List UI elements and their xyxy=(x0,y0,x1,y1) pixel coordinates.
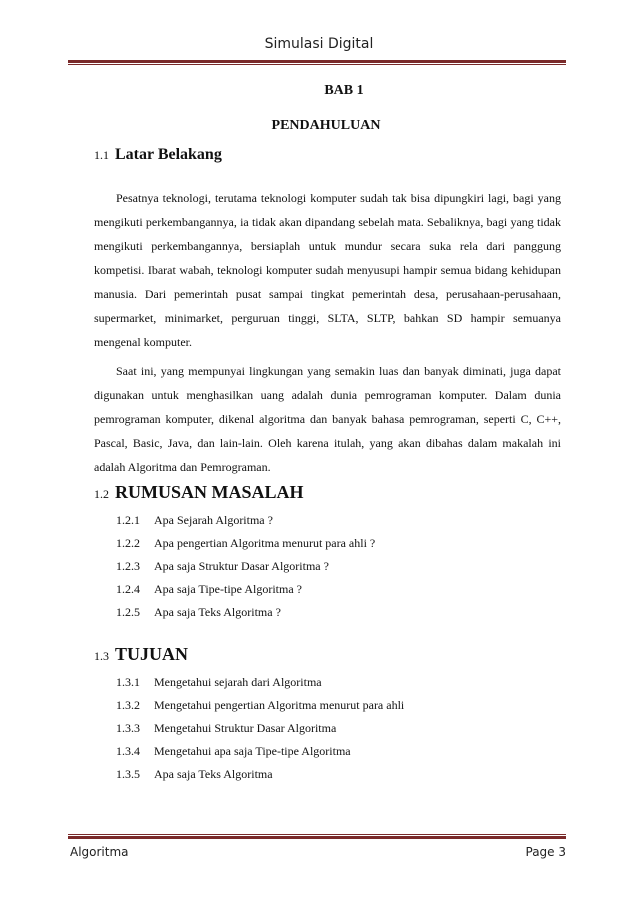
list-item xyxy=(116,509,375,532)
item-text: Apa saja Teks Algoritma ? xyxy=(154,605,281,619)
list-item xyxy=(116,717,404,740)
list-item xyxy=(116,532,375,555)
item-number: 1.2.1 xyxy=(116,513,140,527)
item-text: Apa pengertian Algoritma menurut para ahli ? xyxy=(154,536,376,550)
item-text: Mengetahui apa saja Tipe-tipe Algoritma xyxy=(154,744,351,758)
section-title: TUJUAN xyxy=(115,644,189,664)
item-text: Apa saja Teks Algoritma xyxy=(154,767,273,781)
header-rule-thick xyxy=(68,60,566,63)
item-number: 1.3.2 xyxy=(116,698,140,712)
item-number: 1.2.2 xyxy=(116,536,140,550)
chapter-title: PENDAHULUAN xyxy=(271,118,381,133)
item-text: Apa saja Tipe-tipe Algoritma ? xyxy=(154,582,302,596)
item-number: 1.2.5 xyxy=(116,605,140,619)
section-number: 1.3 xyxy=(94,649,109,663)
section-heading-latar-belakang xyxy=(94,146,222,164)
rumusan-masalah-list xyxy=(116,509,375,624)
footer-page-number: Page 3 xyxy=(525,845,566,859)
item-number: 1.2.3 xyxy=(116,559,140,573)
list-item xyxy=(116,740,404,763)
footer-rule-thick xyxy=(68,836,566,839)
list-item xyxy=(116,601,375,624)
header-rule-thin xyxy=(68,64,566,65)
footer-document-name: Algoritma xyxy=(70,845,129,859)
list-item xyxy=(116,578,375,601)
item-number: 1.3.1 xyxy=(116,675,140,689)
section-heading-rumusan-masalah xyxy=(94,482,304,503)
chapter-label: BAB 1 xyxy=(324,83,364,98)
item-text: Apa Sejarah Algoritma ? xyxy=(154,513,273,527)
item-text: Mengetahui Struktur Dasar Algoritma xyxy=(154,721,337,735)
section-title: Latar Belakang xyxy=(115,146,222,163)
footer-rule-thin xyxy=(68,834,566,835)
item-number: 1.2.4 xyxy=(116,582,140,596)
list-item xyxy=(116,555,375,578)
section-number: 1.2 xyxy=(94,487,109,501)
section-number: 1.1 xyxy=(94,148,109,162)
paragraph: Saat ini, yang mempunyai lingkungan yang semakin luas dan banyak diminati, juga dapat digunakan untuk menghasilkan uang adalah dunia pemrograman komputer. Dalam dunia pemrograman komputer, dikenal algoritma dan banyak bahasa pemrograman, seperti C, C++, Pascal, Basic, Java, dan lain-lain. Oleh karena itulah, yang akan dibahas dalam makalah ini adalah Algoritma dan Pemrograman. xyxy=(94,364,561,474)
list-item xyxy=(116,694,404,717)
item-number: 1.3.5 xyxy=(116,767,140,781)
page-header-title: Simulasi Digital xyxy=(264,36,374,52)
section-heading-tujuan xyxy=(94,644,188,665)
item-text: Mengetahui sejarah dari Algoritma xyxy=(154,675,322,689)
section-title: RUMUSAN MASALAH xyxy=(115,482,304,502)
item-number: 1.3.3 xyxy=(116,721,140,735)
tujuan-list xyxy=(116,671,404,786)
list-item xyxy=(116,671,404,694)
item-text: Mengetahui pengertian Algoritma menurut para ahli xyxy=(154,698,405,712)
list-item xyxy=(116,763,404,786)
item-text: Apa saja Struktur Dasar Algoritma ? xyxy=(154,559,329,573)
item-number: 1.3.4 xyxy=(116,744,140,758)
paragraph: Pesatnya teknologi, terutama teknologi komputer sudah tak bisa dipungkiri lagi, bagi yang mengikuti perkembangannya, ia tidak akan dipandang sebelah mata. Sebaliknya, bagi yang tidak mengikuti perkembangannya, bersiaplah untuk mundur secara suka rela dari panggung kompetisi. Ibarat wabah, teknologi komputer sudah menyusupi hampir semua bidang kehidupan manusia. Dari pemerintah pusat sampai tingkat pemerintah desa, perusahaan-perusahaan, supermarket, minimarket, perguruan tinggi, SLTA, SLTP, bahkan SD hampir semuanya mengenal komputer. xyxy=(94,191,561,349)
